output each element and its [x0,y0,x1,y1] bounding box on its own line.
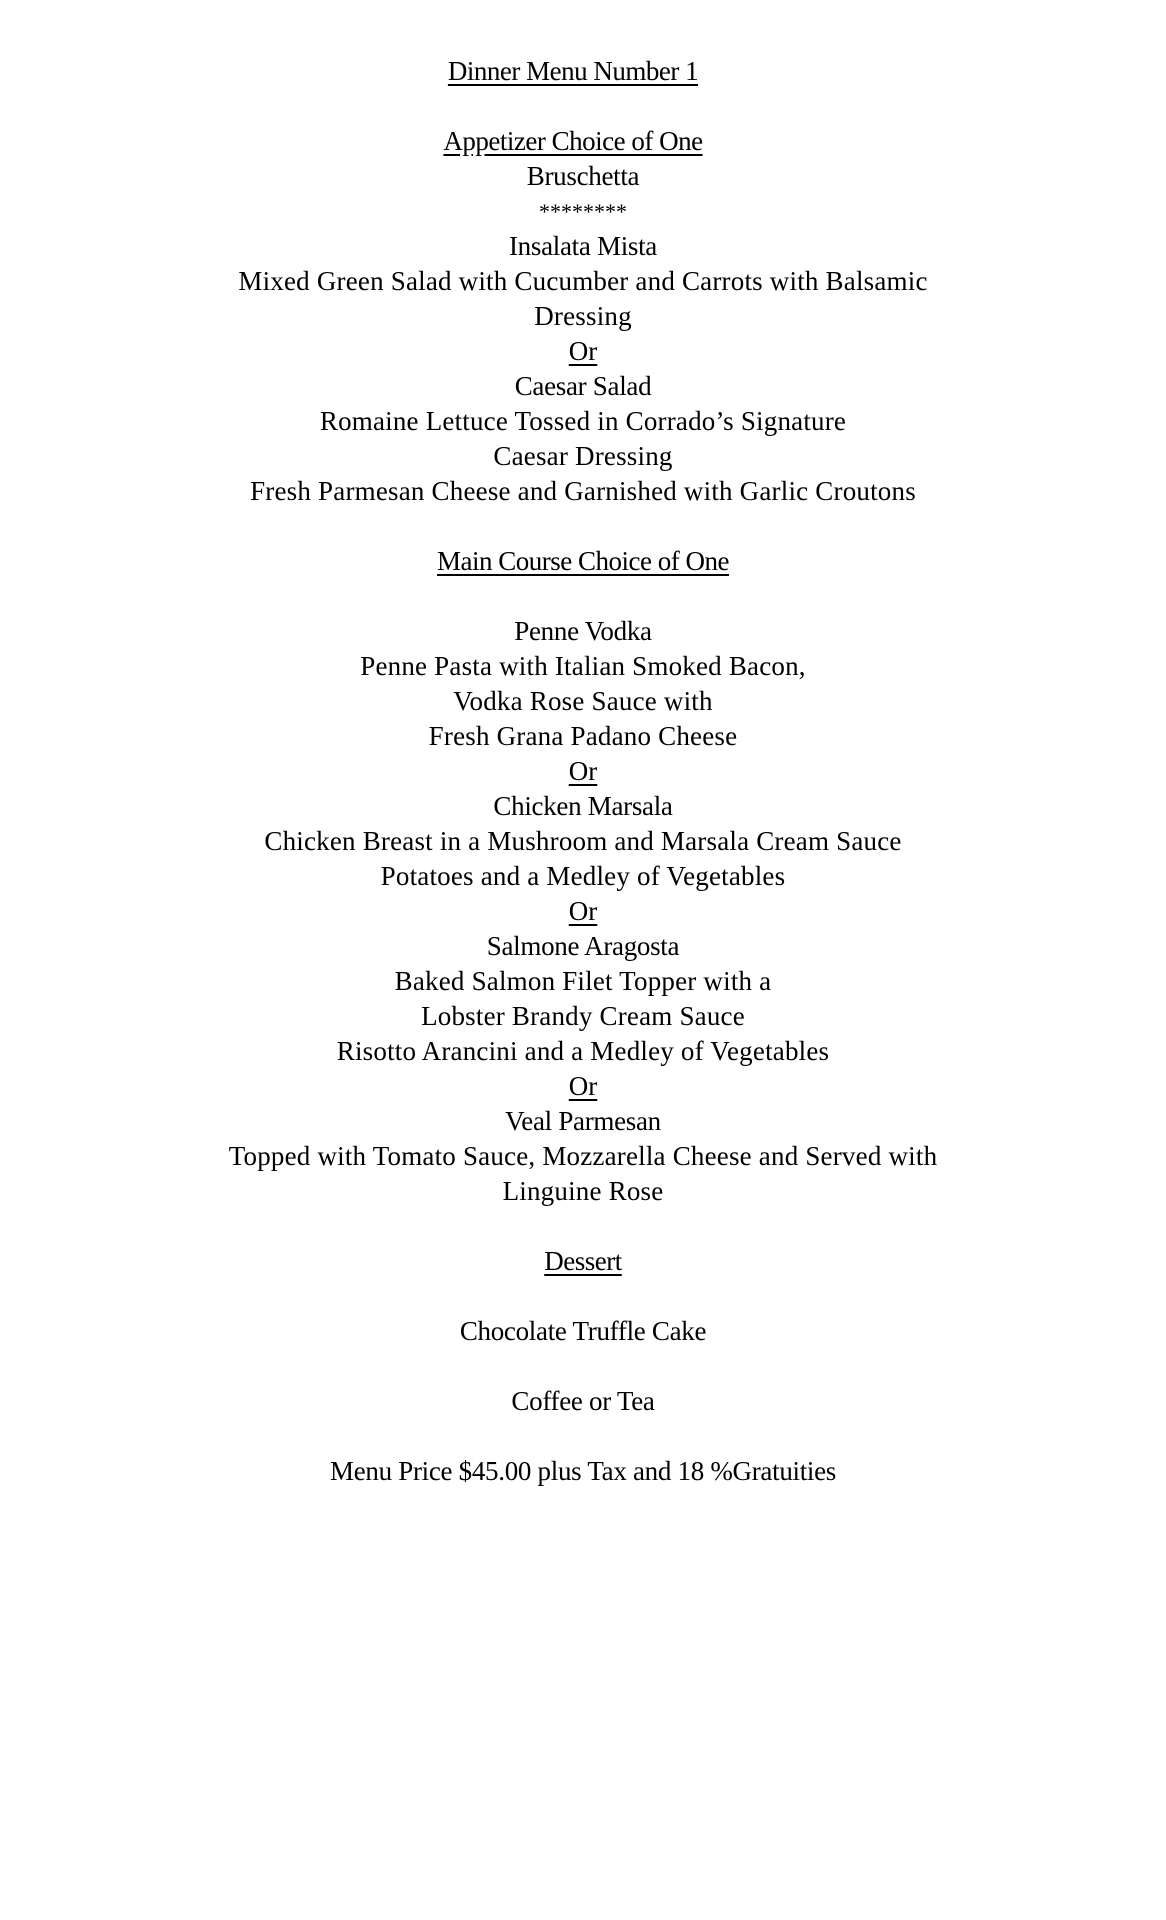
dessert-heading: Dessert [544,1246,622,1276]
separator: ******** [539,199,627,224]
menu-price: Menu Price $45.00 plus Tax and 18 %Gratuities [329,1456,837,1486]
main-item-desc: Chicken Breast in a Mushroom and Marsala Cream Sauce [264,826,902,856]
main-item-desc: Vodka Rose Sauce with [453,686,713,716]
main-item-desc: Topped with Tomato Sauce, Mozzarella Cheese and Served with [228,1141,938,1171]
spacer [0,1209,1166,1244]
spacer [0,89,1166,124]
menu-page [0,54,1166,1489]
spacer [0,1419,1166,1454]
main-item-desc: Penne Pasta with Italian Smoked Bacon, [360,651,806,681]
main-item-salmone-aragosta: Salmone Aragosta [486,931,680,961]
main-item-desc: Fresh Grana Padano Cheese [428,721,738,751]
main-item-chicken-marsala: Chicken Marsala [493,791,673,821]
main-item-desc: Potatoes and a Medley of Vegetables [380,861,786,891]
or-separator: Or [568,336,598,366]
drink-item: Coffee or Tea [511,1386,655,1416]
spacer [0,1349,1166,1384]
main-course-heading: Main Course Choice of One [437,546,729,576]
main-item-desc: Lobster Brandy Cream Sauce [421,1001,745,1031]
dessert-item: Chocolate Truffle Cake [459,1316,707,1346]
appetizer-heading: Appetizer Choice of One [443,126,703,156]
appetizer-desc: Dressing [534,301,632,331]
appetizer-desc: Fresh Parmesan Cheese and Garnished with Garlic Croutons [250,476,916,506]
appetizer-desc: Caesar Dressing [493,441,673,471]
appetizer-desc: Mixed Green Salad with Cucumber and Carrots with Balsamic [238,266,928,296]
or-separator: Or [568,1071,598,1101]
spacer [0,579,1166,614]
spacer [0,1279,1166,1314]
appetizer-item-caesar-salad: Caesar Salad [514,371,652,401]
main-item-desc: Risotto Arancini and a Medley of Vegetables [336,1036,830,1066]
spacer [0,509,1166,544]
main-item-desc: Baked Salmon Filet Topper with a [394,966,772,996]
appetizer-item-bruschetta: Bruschetta [526,161,640,191]
appetizer-desc: Romaine Lettuce Tossed in Corrado’s Signature [319,406,847,436]
main-item-desc: Linguine Rose [502,1176,664,1206]
appetizer-item-insalata-mista: Insalata Mista [508,231,657,261]
menu-title: Dinner Menu Number 1 [447,56,699,86]
main-item-veal-parmesan: Veal Parmesan [505,1106,661,1136]
or-separator: Or [568,896,598,926]
or-separator: Or [568,756,598,786]
main-item-penne-vodka: Penne Vodka [514,616,652,646]
